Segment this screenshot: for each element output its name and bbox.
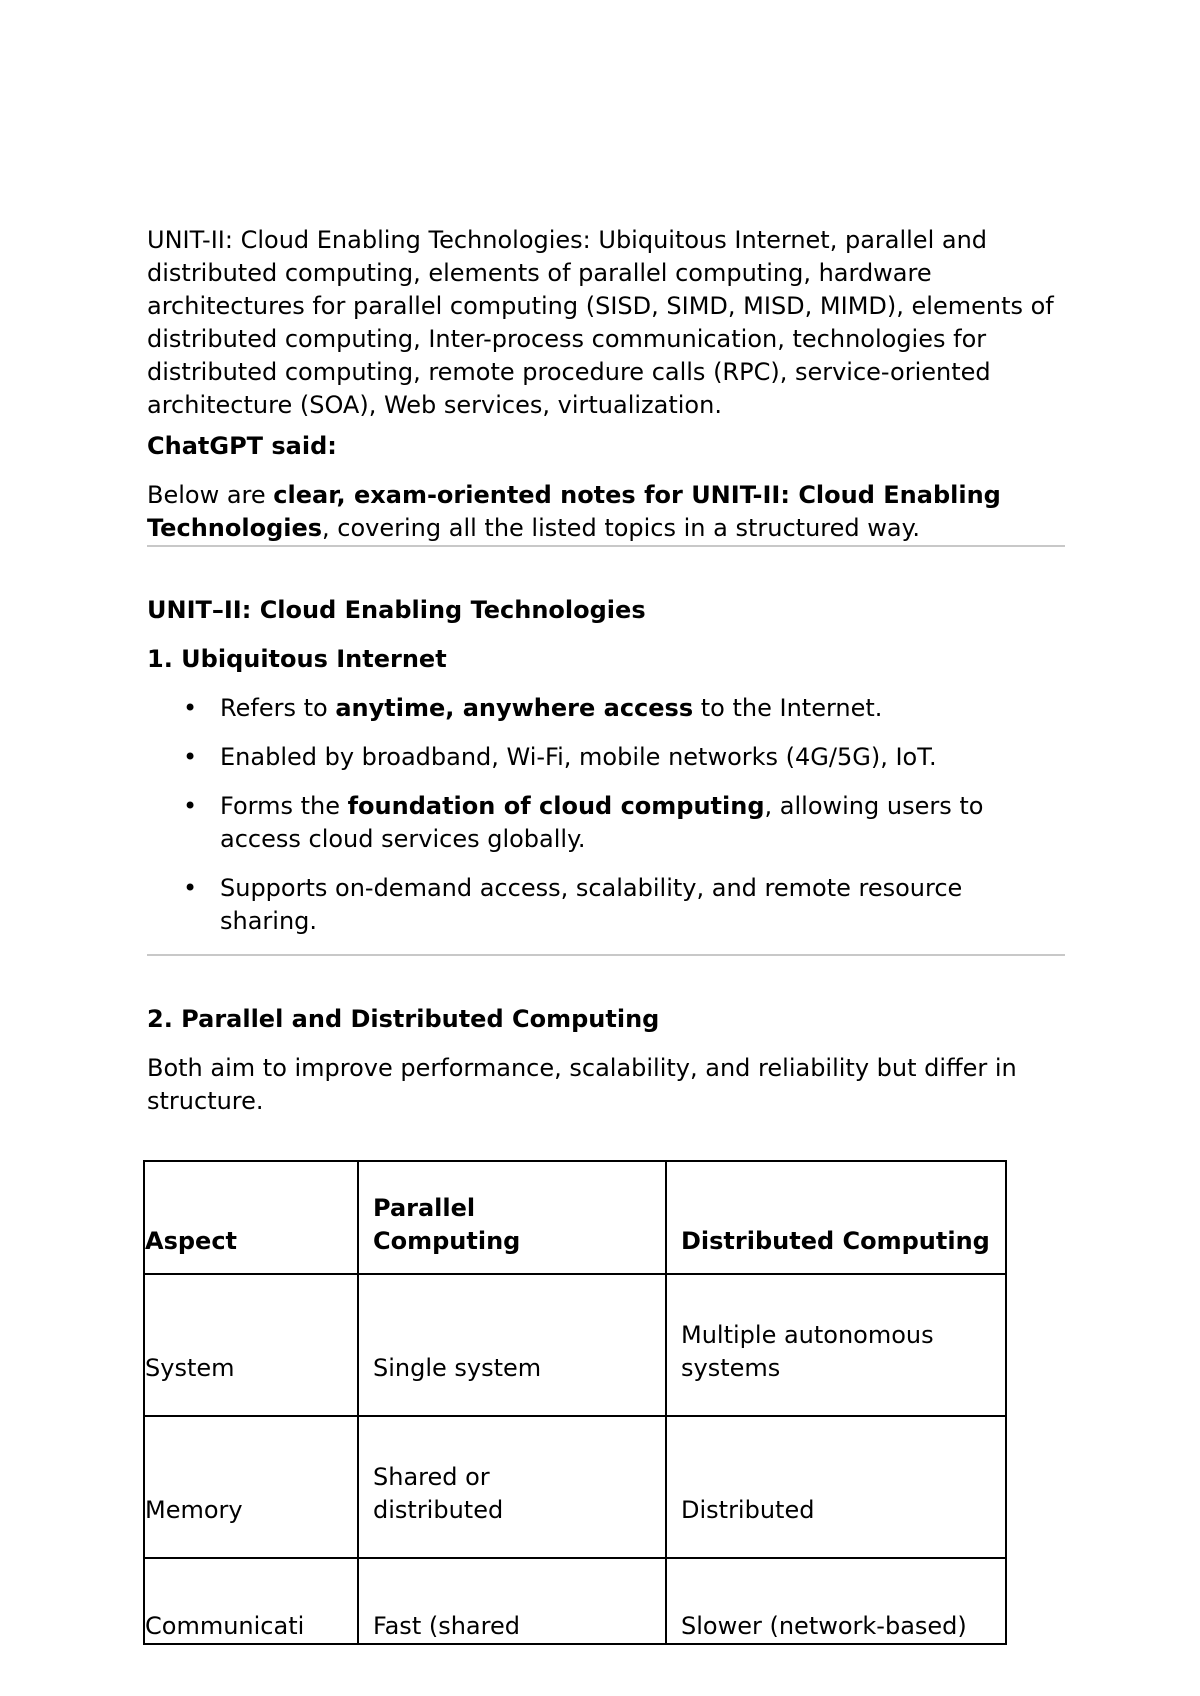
bullet-dot: • [183, 743, 198, 771]
table-cell: Multiple autonomous systems [666, 1274, 1006, 1416]
table-header-cell: Aspect [144, 1161, 358, 1274]
table-cell: Slower (network-based) [666, 1558, 1006, 1644]
lead-post: , covering all the listed topics in a structured way. [322, 514, 921, 542]
table-row [144, 1416, 1006, 1558]
comparison-table [143, 1160, 1007, 1645]
bullet-pre: Forms the [220, 792, 348, 820]
section-1-bullet-list [147, 692, 1065, 938]
table-cell: Single system [358, 1274, 666, 1416]
document-page [147, 224, 1065, 1118]
bullet-dot: • [183, 874, 198, 902]
bullet-item [147, 790, 1065, 856]
table-cell: Communicati [144, 1558, 358, 1644]
bullet-item [147, 741, 1065, 774]
lead-pre: Below are [147, 481, 274, 509]
table-header-cell: Distributed Computing [666, 1161, 1006, 1274]
divider [147, 954, 1065, 956]
bullet-bold: foundation of cloud computing [347, 792, 765, 820]
divider [147, 545, 1065, 547]
table-header-row [144, 1161, 1006, 1274]
table-cell: System [144, 1274, 358, 1416]
table-cell: Shared or distributed [358, 1416, 666, 1558]
unit-heading: UNIT–II: Cloud Enabling Technologies [147, 596, 646, 624]
bullet-pre: Supports on-demand access, scalability, and remote resource sharing. [220, 874, 963, 935]
section-2-heading: 2. Parallel and Distributed Computing [147, 1005, 660, 1033]
bullet-post: , allowing users to access cloud services globally. [220, 792, 984, 853]
bullet-item [147, 692, 1065, 725]
section-1-heading: 1. Ubiquitous Internet [147, 645, 447, 673]
bullet-pre: Enabled by broadband, Wi-Fi, mobile networks (4G/5G), IoT. [220, 743, 937, 771]
bullet-post: to the Internet. [693, 694, 883, 722]
bullet-item [147, 872, 1065, 938]
bullet-bold: anytime, anywhere access [335, 694, 694, 722]
lead-bold: clear, exam-oriented notes for UNIT-II: Cloud Enabling Technologies [147, 481, 1001, 542]
prompt-text: UNIT-II: Cloud Enabling Technologies: Ubiquitous Internet, parallel and distributed computing, elements of parallel computing, hardware architectures for parallel computing (SISD, SIMD, MISD, MIMD), elements of distributed computing, Inter-process communication, technologies for distributed computing, remote procedure calls (RPC), service-oriented architecture (SOA), Web services, virtualization. [147, 226, 1054, 419]
section-2-intro: Both aim to improve performance, scalability, and reliability but differ in structure. [147, 1054, 1017, 1115]
table-cell: Fast (shared [358, 1558, 666, 1644]
speaker-label: ChatGPT said: [147, 432, 337, 460]
lead-paragraph [147, 479, 1065, 545]
table-row [144, 1274, 1006, 1416]
table-row [144, 1558, 1006, 1644]
bullet-dot: • [183, 792, 198, 820]
table-header-cell: Parallel Computing [358, 1161, 666, 1274]
table-cell: Memory [144, 1416, 358, 1558]
bullet-pre: Refers to [220, 694, 336, 722]
table-cell: Distributed [666, 1416, 1006, 1558]
bullet-dot: • [183, 694, 198, 722]
